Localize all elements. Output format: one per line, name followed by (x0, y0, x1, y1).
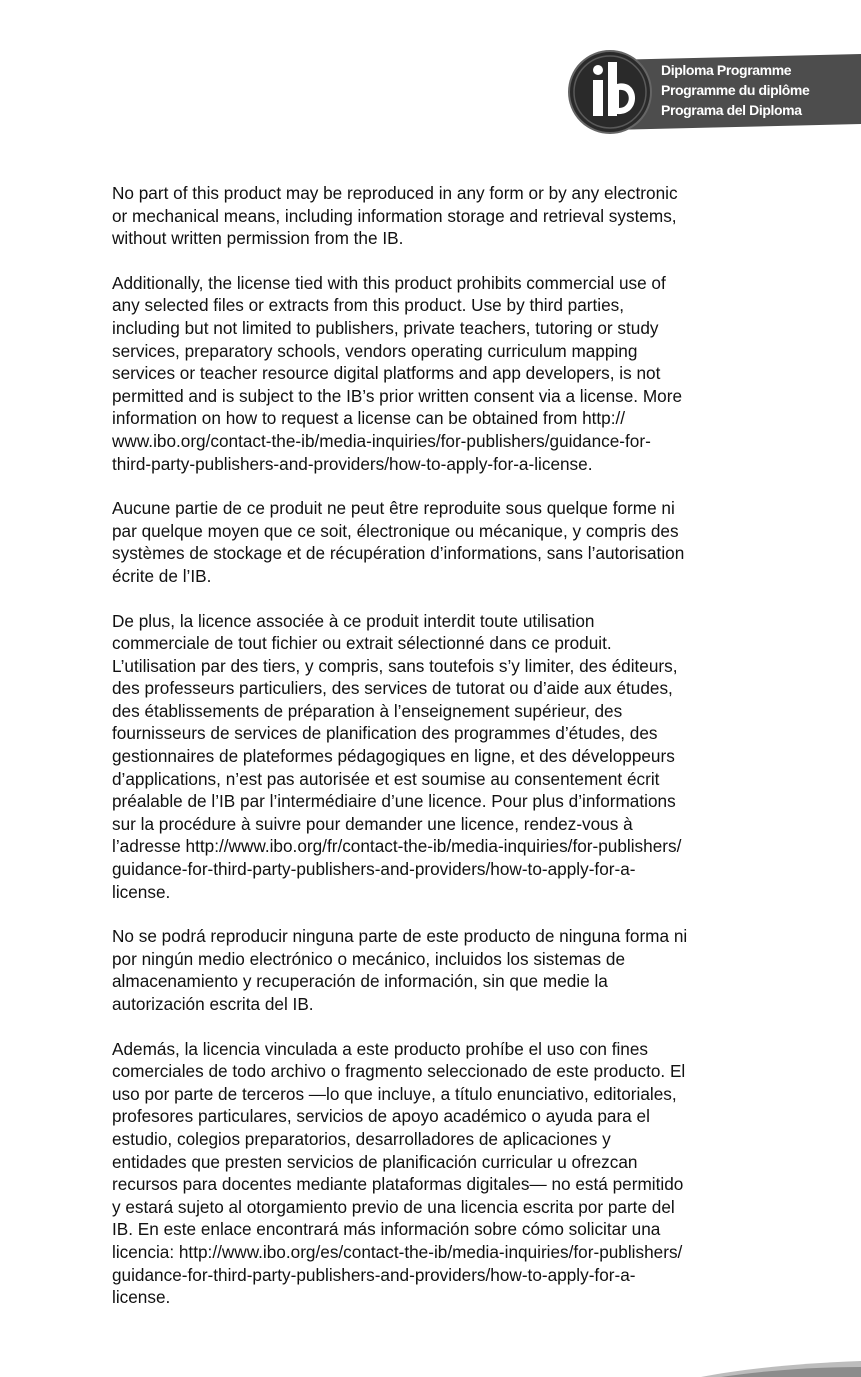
license-notice (112, 182, 767, 1331)
programme-name-es: Programa del Diploma (661, 102, 802, 118)
programme-name-fr: Programme du diplôme (661, 82, 810, 98)
notice-paragraph-fr-2: De plus, la licence associée à ce produit interdit toute utilisation commerciale de tout fichier ou extrait sélectionné dans ce produit. L’utilisation par des tiers, y compris, sans toutefois s’y limiter, des éditeurs, des professeurs particuliers, des services de tutorat ou d’aide aux études, des établissements de préparation à l’enseignement supérieur, des fournisseurs de services de planification des programmes d’études, des gestionnaires de plateformes pédagogiques en ligne, et des développeurs d’applications, n’est pas autorisée et est soumise au consentement écrit préalable de l’IB par l’intermédiaire d’une licence. Pour plus d’informations sur la procédure à suivre pour demander une licence, rendez-vous à l’adresse http://www.ibo.org/fr/contact-the-ib/media-inquiries/for-publishers/ guidance-for-third-party-publishers-and-providers/how-to-apply-for-a- license. (112, 610, 682, 902)
notice-paragraph-en-1: No part of this product may be reproduced in any form or by any electronic or mechanical means, including information storage and retrieval systems, without written permission from the IB. (112, 183, 678, 249)
ib-diploma-logo (568, 50, 861, 134)
programme-names (661, 60, 857, 120)
notice-paragraph-fr-1: Aucune partie de ce produit ne peut être reproduite sous quelque forme ni par quelque moyen que ce soit, électronique ou mécanique, y compris des systèmes de stockage et de récupération d’informations, sans l’autorisation écrite de l’IB. (112, 498, 685, 586)
notice-paragraph-es-1: No se podrá reproducir ninguna parte de este producto de ninguna forma ni por ningún medio electrónico o mecánico, incluidos los sistemas de almacenamiento y recuperación de información, sin que medie la autorización escrita del IB. (112, 926, 688, 1014)
programme-name-en: Diploma Programme (661, 62, 792, 78)
footer-swoosh-decoration (701, 1355, 861, 1377)
notice-paragraph-es-2: Además, la licencia vinculada a este producto prohíbe el uso con fines comerciales de todo archivo o fragmento seleccionado de este producto. El uso por parte de terceros —lo que incluye, a título enunciativo, editoriales, profesores particulares, servicios de apoyo académico o ayuda para el estudio, colegios preparatorios, desarrolladores de aplicaciones y entidades que presten servicios de planificación curricular u ofrezcan recursos para docentes mediante plataformas digitales— no está permitido y estará sujeto al otorgamiento previo de una licencia escrita por parte del IB. En este enlace encontrará más información sobre cómo solicitar una licencia: http://www.ibo.org/es/contact-the-ib/media-inquiries/for-publishers/ guidance-for-third-party-publishers-and-providers/how-to-apply-for-a- license. (112, 1038, 686, 1308)
notice-paragraph-en-2: Additionally, the license tied with this product prohibits commercial use of any selected files or extracts from this product. Use by third parties, including but not limited to publishers, private teachers, tutoring or study services, preparatory schools, vendors operating curriculum mapping services or teacher resource digital platforms and app developers, is not permitted and is subject to the IB’s prior written consent via a license. More information on how to request a license can be obtained from http:// www.ibo.org/contact-the-ib/media-inquiries/for-publishers/guidance-for- third-party-publishers-and-providers/how-to-apply-for-a-license. (112, 272, 683, 474)
